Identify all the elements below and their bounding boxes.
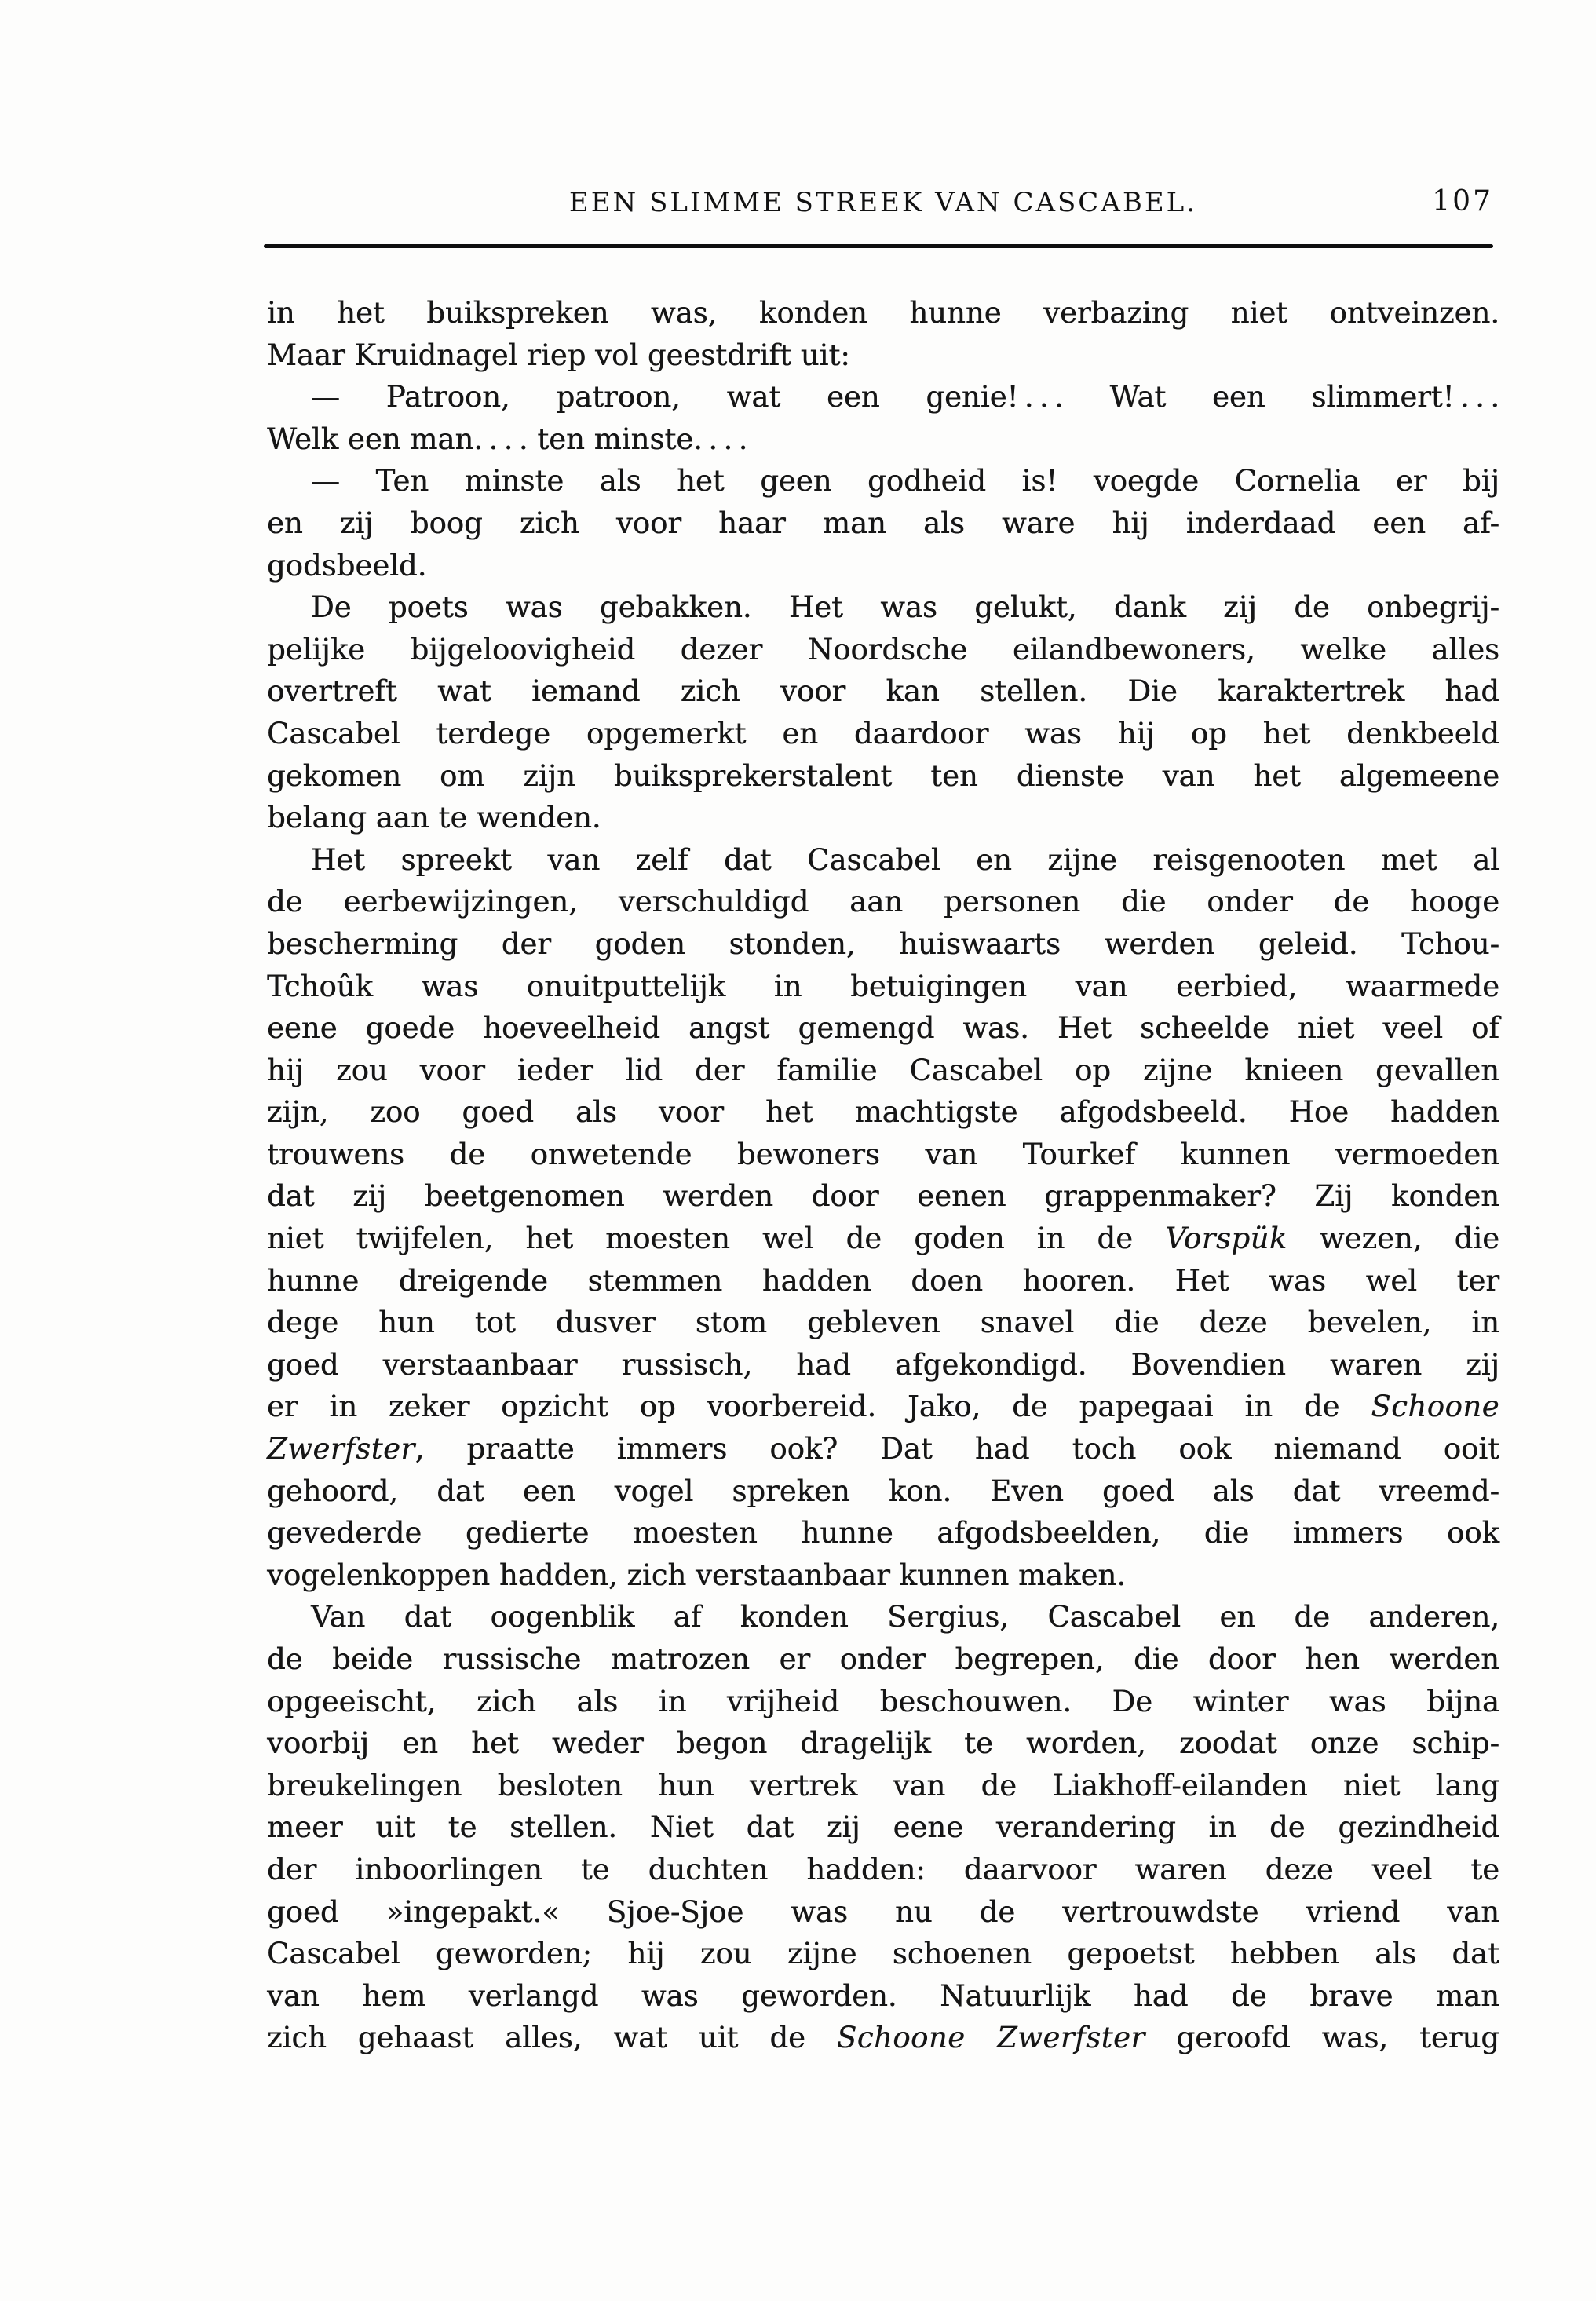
text-segment: Het spreekt van zelf dat Cascabel en zijne reisgenooten met al — [311, 842, 1499, 877]
text-segment: meer uit te stellen. Niet dat zij eene verandering in de gezindheid — [267, 1810, 1499, 1845]
text-segment: in het buikspreken was, konden hunne verbazing niet ontveinzen. — [267, 296, 1499, 330]
text-segment: van hem verlangd was geworden. Natuurlijk had de brave man — [267, 1978, 1499, 2013]
text-segment: , praatte immers ook? Dat had toch ook niemand ooit — [415, 1432, 1499, 1466]
text-segment: vogelenkoppen hadden, zich verstaanbaar kunnen maken. — [267, 1558, 1127, 1592]
text-segment: zijn, zoo goed als voor het machtigste afgodsbeeld. Hoe hadden — [267, 1095, 1499, 1130]
text-segment: hunne dreigende stemmen hadden doen hooren. Het was wel ter — [267, 1263, 1499, 1298]
text-line — [267, 966, 1499, 1008]
text-line — [267, 755, 1499, 798]
text-line — [267, 1638, 1499, 1681]
text-line — [267, 418, 1499, 461]
text-segment: — Patroon, patroon, wat een genie! . . . Wat een slimmert! . . . — [311, 380, 1499, 415]
running-header-title: EEN SLIMME STREEK VAN CASCABEL. — [568, 187, 1198, 218]
text-line — [267, 1681, 1499, 1723]
text-segment: er in zeker opzicht op voorbereid. Jako, de papegaai in de — [267, 1390, 1371, 1424]
text-line — [267, 1975, 1499, 2018]
italic-text-segment: Schoone Zwerfster — [836, 2021, 1145, 2055]
text-line — [267, 797, 1499, 839]
text-line — [267, 1554, 1499, 1597]
text-line — [267, 1386, 1499, 1428]
text-segment: goed verstaanbaar russisch, had afgekondigd. Bovendien waren zij — [267, 1347, 1499, 1382]
text-segment: — Ten minste als het geen godheid is! voegde Cornelia er bij — [311, 464, 1499, 499]
text-segment: dege hun tot dusver stom gebleven snavel die deze bevelen, in — [267, 1306, 1499, 1340]
text-line — [267, 460, 1499, 502]
text-segment: belang aan te wenden. — [267, 801, 601, 835]
text-segment: zich gehaast alles, wat uit de — [267, 2021, 837, 2055]
text-segment: overtreft wat iemand zich voor kan stellen. Die karaktertrek had — [267, 674, 1499, 709]
text-line — [267, 1175, 1499, 1218]
text-line — [267, 586, 1499, 629]
text-line — [267, 1933, 1499, 1975]
text-segment: bescherming der goden stonden, huiswaarts werden geleid. Tchou- — [267, 926, 1499, 961]
text-segment: der inboorlingen te duchten hadden: daarvoor waren deze veel te — [267, 1852, 1499, 1886]
text-line — [267, 1806, 1499, 1849]
text-line — [267, 334, 1499, 377]
text-line — [267, 923, 1499, 966]
text-segment: niet twijfelen, het moesten wel de goden in de — [267, 1222, 1166, 1256]
text-line — [267, 1470, 1499, 1513]
text-line — [267, 1849, 1499, 1891]
text-line — [267, 1050, 1499, 1092]
text-segment: voorbij en het weder begon dragelijk te worden, zoodat onze schip- — [267, 1726, 1499, 1761]
text-line — [267, 713, 1499, 755]
text-line — [267, 1134, 1499, 1176]
text-segment: gevederde gedierte moesten hunne afgodsbeelden, die immers ook — [267, 1516, 1499, 1550]
text-segment: trouwens de onwetende bewoners van Tourkef kunnen vermoeden — [267, 1137, 1499, 1171]
text-line — [267, 839, 1499, 882]
text-line — [267, 2017, 1499, 2059]
text-line — [267, 1091, 1499, 1134]
text-segment: Cascabel terdege opgemerkt en daardoor was hij op het denkbeeld — [267, 716, 1499, 751]
text-line — [267, 1596, 1499, 1638]
text-line — [267, 881, 1499, 923]
text-segment: geroofd was, terug — [1145, 2021, 1499, 2055]
text-line — [267, 545, 1499, 587]
text-segment: gekomen om zijn buiksprekerstalent ten dienste van het algemeene — [267, 758, 1499, 793]
text-line — [267, 1260, 1499, 1302]
text-segment: gehoord, dat een vogel spreken kon. Even goed als dat vreemd- — [267, 1474, 1499, 1508]
text-segment: goed »ingepakt.« Sjoe-Sjoe was nu de vertrouwdste vriend van — [267, 1894, 1499, 1929]
text-segment: Cascabel geworden; hij zou zijne schoenen gepoetst hebben als dat — [267, 1937, 1499, 1971]
text-line — [267, 1428, 1499, 1470]
text-line — [267, 629, 1499, 671]
text-segment: de beide russische matrozen er onder begrepen, die door hen werden — [267, 1642, 1499, 1676]
text-line — [267, 1891, 1499, 1934]
text-line — [267, 1218, 1499, 1260]
text-segment: de eerbewijzingen, verschuldigd aan personen die onder de hooge — [267, 885, 1499, 919]
text-line — [267, 502, 1499, 545]
italic-text-segment: Vorspük — [1165, 1222, 1287, 1256]
text-segment: Van dat oogenblik af konden Sergius, Cascabel en de anderen, — [311, 1600, 1499, 1634]
text-segment: en zij boog zich voor haar man als ware hij inderdaad een af- — [267, 506, 1499, 540]
text-line — [267, 1302, 1499, 1344]
text-line — [267, 1007, 1499, 1050]
text-line — [267, 292, 1499, 334]
text-segment: eene goede hoeveelheid angst gemengd was. Het scheelde niet veel of — [267, 1011, 1499, 1046]
text-segment: opgeeischt, zich als in vrijheid beschouwen. De winter was bijna — [267, 1684, 1499, 1718]
text-segment: breukelingen besloten hun vertrek van de Liakhoff-eilanden niet lang — [267, 1768, 1499, 1802]
text-segment: De poets was gebakken. Het was gelukt, dank zij de onbegrij- — [311, 590, 1499, 625]
italic-text-segment: Zwerfster — [267, 1432, 415, 1466]
text-line — [267, 1344, 1499, 1386]
text-line — [267, 670, 1499, 713]
text-segment: Welk een man. . . . ten minste. . . . — [267, 422, 748, 456]
text-segment: Tchoûk was onuitputtelijk in betuigingen van eerbied, waarmede — [267, 969, 1499, 1003]
text-line — [267, 1722, 1499, 1765]
text-segment: Maar Kruidnagel riep vol geestdrift uit: — [267, 338, 850, 372]
header-rule — [264, 244, 1493, 248]
text-line — [267, 1512, 1499, 1554]
text-segment: hij zou voor ieder lid der familie Cascabel op zijne knieen gevallen — [267, 1053, 1499, 1087]
page-number: 107 — [1432, 185, 1493, 217]
text-segment: pelijke bijgeloovigheid dezer Noordsche eilandbewoners, welke alles — [267, 632, 1499, 667]
text-line — [267, 1765, 1499, 1807]
body-text — [267, 292, 1499, 2059]
text-segment: godsbeeld. — [267, 548, 427, 583]
text-segment: wezen, die — [1287, 1222, 1499, 1256]
italic-text-segment: Schoone — [1371, 1390, 1499, 1424]
text-segment: dat zij beetgenomen werden door eenen grappenmaker? Zij konden — [267, 1179, 1499, 1214]
text-line — [267, 376, 1499, 418]
